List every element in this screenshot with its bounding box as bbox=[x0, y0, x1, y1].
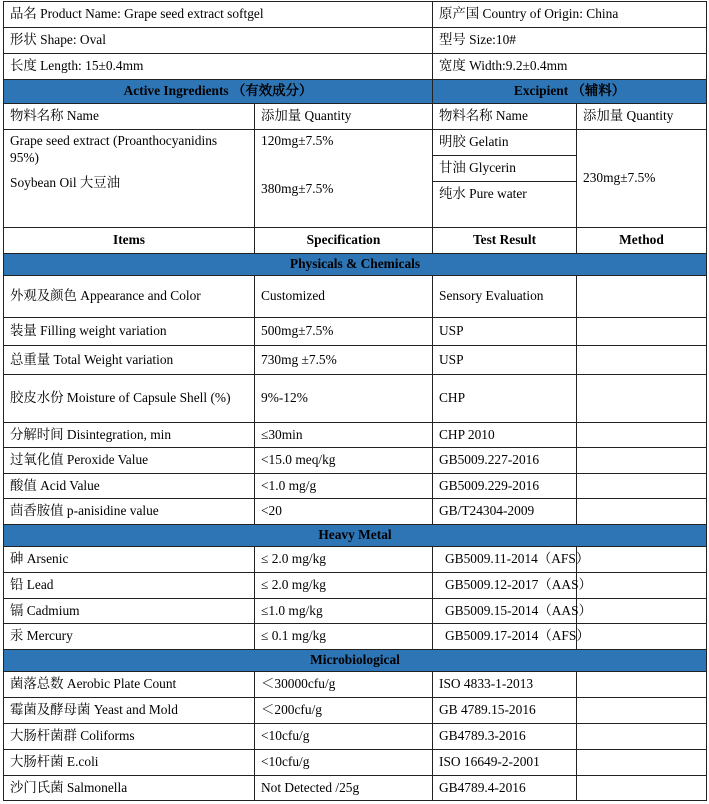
method-cell bbox=[577, 698, 707, 724]
result-cell: USP bbox=[433, 318, 577, 346]
spec-cell: ≤1.0 mg/kg bbox=[255, 599, 433, 624]
section-title: Physicals & Chemicals bbox=[4, 254, 707, 276]
excipient-name-header: 物料名称 Name bbox=[433, 104, 577, 130]
table-row bbox=[4, 499, 707, 525]
method-cell bbox=[577, 499, 707, 525]
method-cell bbox=[577, 276, 707, 318]
spec-cell: 730mg ±7.5% bbox=[255, 346, 433, 375]
method-cell bbox=[577, 573, 707, 599]
dimension-row bbox=[4, 54, 707, 80]
method-cell bbox=[577, 750, 707, 776]
product-name: 品名 Product Name: Grape seed extract softgel bbox=[4, 2, 433, 28]
active-ingredients-header: Active Ingredients （有效成分） bbox=[4, 80, 433, 104]
item-cell: 砷 Arsenic bbox=[4, 547, 255, 573]
item-cell: 装量 Filling weight variation bbox=[4, 318, 255, 346]
country-of-origin: 原产国 Country of Origin: China bbox=[433, 2, 707, 28]
method-cell bbox=[577, 346, 707, 375]
table-row bbox=[4, 474, 707, 499]
method-cell bbox=[577, 776, 707, 801]
result-cell: ISO 16649-2-2001 bbox=[433, 750, 577, 776]
result-cell: GB4789.3-2016 bbox=[433, 724, 577, 750]
method-cell bbox=[577, 547, 707, 573]
spec-cell: 9%-12% bbox=[255, 375, 433, 423]
result-cell: Sensory Evaluation bbox=[433, 276, 577, 318]
result-cell: GB5009.12-2017（AAS） bbox=[433, 573, 577, 599]
item-cell: 过氧化值 Peroxide Value bbox=[4, 448, 255, 474]
active-name-header: 物料名称 Name bbox=[4, 104, 255, 130]
items-header: Items bbox=[4, 228, 255, 254]
length: 长度 Length: 15±0.4mm bbox=[4, 54, 433, 80]
spec-cell: ＜200cfu/g bbox=[255, 698, 433, 724]
method-cell bbox=[577, 474, 707, 499]
result-cell: USP bbox=[433, 346, 577, 375]
result-cell: GB5009.229-2016 bbox=[433, 474, 577, 499]
product-name-row bbox=[4, 2, 707, 28]
method-cell bbox=[577, 448, 707, 474]
ingredients-header-row bbox=[4, 80, 707, 104]
shape-row bbox=[4, 28, 707, 54]
result-cell: CHP bbox=[433, 375, 577, 423]
spec-cell: ≤ 2.0 mg/kg bbox=[255, 547, 433, 573]
active-ingredient-0-qty: 120mg±7.5% bbox=[261, 133, 334, 148]
excipient-1: 甘油 Glycerin bbox=[433, 156, 577, 182]
spec-cell: <10cfu/g bbox=[255, 750, 433, 776]
spec-cell: <15.0 meq/kg bbox=[255, 448, 433, 474]
size: 型号 Size:10# bbox=[433, 28, 707, 54]
excipient-header: Excipient （辅料） bbox=[433, 80, 707, 104]
excipient-2: 纯水 Pure water bbox=[433, 182, 577, 228]
item-cell: 大肠杆菌群 Coliforms bbox=[4, 724, 255, 750]
specification-header: Specification bbox=[255, 228, 433, 254]
spec-sheet-table bbox=[3, 1, 707, 801]
method-cell bbox=[577, 318, 707, 346]
table-row bbox=[4, 672, 707, 698]
active-ingredient-1-name: Soybean Oil 大豆油 bbox=[10, 174, 121, 190]
table-row bbox=[4, 547, 707, 573]
item-cell: 总重量 Total Weight variation bbox=[4, 346, 255, 375]
spec-cell: 500mg±7.5% bbox=[255, 318, 433, 346]
active-qty-header: 添加量 Quantity bbox=[255, 104, 433, 130]
spec-cell: Not Detected /25g bbox=[255, 776, 433, 801]
excipient-qty-header: 添加量 Quantity bbox=[577, 104, 707, 130]
result-cell: GB5009.227-2016 bbox=[433, 448, 577, 474]
result-cell: GB5009.17-2014（AFS） bbox=[433, 624, 577, 650]
method-cell bbox=[577, 423, 707, 448]
spec-cell: ＜30000cfu/g bbox=[255, 672, 433, 698]
table-row bbox=[4, 599, 707, 624]
ingredient-column-row bbox=[4, 104, 707, 130]
excipient-0: 明胶 Gelatin bbox=[433, 130, 577, 156]
test-result-header: Test Result bbox=[433, 228, 577, 254]
item-cell: 分解时间 Disintegration, min bbox=[4, 423, 255, 448]
result-cell: CHP 2010 bbox=[433, 423, 577, 448]
spec-cell: ≤ 0.1 mg/kg bbox=[255, 624, 433, 650]
shape: 形状 Shape: Oval bbox=[4, 28, 433, 54]
method-cell bbox=[577, 599, 707, 624]
section-header-row bbox=[4, 650, 707, 672]
method-cell bbox=[577, 724, 707, 750]
active-ingredient-1-qty: 380mg±7.5% bbox=[261, 180, 334, 196]
section-title: Microbiological bbox=[4, 650, 707, 672]
width: 宽度 Width:9.2±0.4mm bbox=[433, 54, 707, 80]
item-cell: 汞 Mercury bbox=[4, 624, 255, 650]
spec-cell: ≤30min bbox=[255, 423, 433, 448]
table-row bbox=[4, 776, 707, 801]
table-row bbox=[4, 573, 707, 599]
item-cell: 酸值 Acid Value bbox=[4, 474, 255, 499]
item-cell: 沙门氏菌 Salmonella bbox=[4, 776, 255, 801]
method-header: Method bbox=[577, 228, 707, 254]
section-title: Heavy Metal bbox=[4, 525, 707, 547]
method-cell bbox=[577, 375, 707, 423]
table-row bbox=[4, 276, 707, 318]
active-ingredient-quantities bbox=[255, 130, 433, 228]
excipient-quantity: 230mg±7.5% bbox=[577, 130, 707, 228]
table-row bbox=[4, 624, 707, 650]
result-cell: GB 4789.15-2016 bbox=[433, 698, 577, 724]
table-row bbox=[4, 375, 707, 423]
result-cell: GB5009.15-2014（AAS） bbox=[433, 599, 577, 624]
spec-cell: <10cfu/g bbox=[255, 724, 433, 750]
section-header-row bbox=[4, 254, 707, 276]
spec-cell: ≤ 2.0 mg/kg bbox=[255, 573, 433, 599]
result-cell: GB5009.11-2014（AFS） bbox=[433, 547, 577, 573]
item-cell: 镉 Cadmium bbox=[4, 599, 255, 624]
section-header-row bbox=[4, 525, 707, 547]
table-row bbox=[4, 423, 707, 448]
result-cell: ISO 4833-1-2013 bbox=[433, 672, 577, 698]
column-header-row bbox=[4, 228, 707, 254]
ingredient-row bbox=[4, 130, 707, 156]
result-cell: GB/T24304-2009 bbox=[433, 499, 577, 525]
item-cell: 菌落总数 Aerobic Plate Count bbox=[4, 672, 255, 698]
table-row bbox=[4, 750, 707, 776]
table-row bbox=[4, 318, 707, 346]
table-row bbox=[4, 724, 707, 750]
result-cell: GB4789.4-2016 bbox=[433, 776, 577, 801]
table-row bbox=[4, 698, 707, 724]
item-cell: 大肠杆菌 E.coli bbox=[4, 750, 255, 776]
spec-cell: <20 bbox=[255, 499, 433, 525]
active-ingredient-0-name: Grape seed extract (Proanthocyanidins 95%) bbox=[10, 133, 218, 165]
spec-cell: <1.0 mg/g bbox=[255, 474, 433, 499]
table-row bbox=[4, 346, 707, 375]
spec-cell: Customized bbox=[255, 276, 433, 318]
item-cell: 霉菌及酵母菌 Yeast and Mold bbox=[4, 698, 255, 724]
method-cell bbox=[577, 672, 707, 698]
method-cell bbox=[577, 624, 707, 650]
item-cell: 胶皮水份 Moisture of Capsule Shell (%) bbox=[4, 375, 255, 423]
table-row bbox=[4, 448, 707, 474]
item-cell: 外观及颜色 Appearance and Color bbox=[4, 276, 255, 318]
item-cell: 茴香胺值 p-anisidine value bbox=[4, 499, 255, 525]
active-ingredient-names bbox=[4, 130, 255, 228]
item-cell: 铅 Lead bbox=[4, 573, 255, 599]
